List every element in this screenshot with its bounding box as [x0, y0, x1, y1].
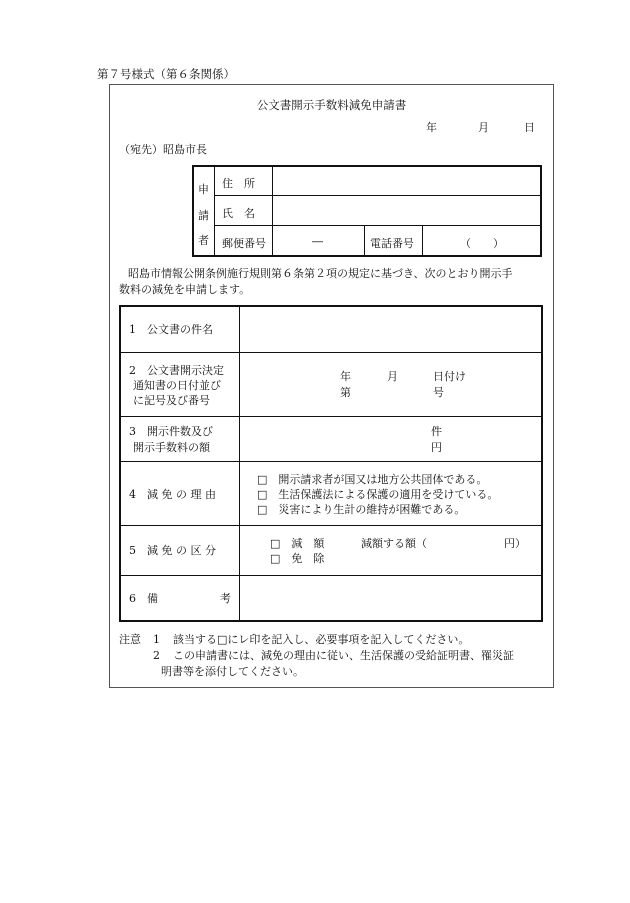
request-details-table [119, 305, 543, 622]
note-2-text-line-2: 明書等を添付してください。 [161, 665, 304, 678]
reason-option-disaster[interactable]: □ 災害により生計の維持が困難である。 [257, 503, 466, 516]
name-field[interactable] [274, 198, 540, 222]
form-title: 公文書開示手数料減免申請書 [256, 98, 407, 112]
phone-field[interactable]: （ ） [460, 237, 504, 250]
notice-date-label: 日付け [433, 370, 466, 383]
date-month: 月 [478, 121, 489, 134]
postal-code-field[interactable]: ― [312, 235, 323, 248]
row-notice-label-2: 通知書の日付並び [133, 379, 221, 392]
date-day: 日 [524, 121, 535, 134]
notice-number-prefix: 第 [340, 386, 351, 399]
row-count-fee-label-1: 3 開示件数及び [129, 425, 213, 438]
row-notice-label-1: 2 公文書開示決定 [129, 364, 224, 377]
postal-code-label: 郵便番号 [222, 237, 266, 250]
notice-month-label: 月 [387, 370, 398, 383]
row-count-fee-label-2: 開示手数料の額 [133, 441, 210, 454]
date-year: 年 [426, 121, 437, 134]
intro-line-2: 数料の減免を申請します。 [119, 283, 251, 296]
applicant-table [192, 165, 542, 257]
remarks-field[interactable] [242, 578, 538, 618]
notice-year-label: 年 [340, 370, 351, 383]
note-2-number: 2 [153, 649, 160, 662]
row-remarks-label-1: 6 備 [129, 592, 158, 605]
applicant-side-label-2: 請 [198, 209, 209, 222]
reduction-option[interactable]: □ 減 額 [270, 537, 325, 550]
row-remarks-label-2: 考 [220, 592, 231, 605]
row-notice-label-3: に記号及び番号 [133, 394, 210, 407]
name-label: 氏 名 [222, 207, 255, 220]
fee-unit: 円 [431, 441, 442, 454]
note-1-number: 1 [153, 633, 160, 646]
reduction-yen-label: 円） [504, 537, 526, 550]
reduction-amount-label: 減額する額（ [361, 537, 427, 550]
reason-option-welfare[interactable]: □ 生活保護法による保護の適用を受けている。 [257, 488, 499, 501]
exemption-option[interactable]: □ 免 除 [270, 552, 325, 565]
applicant-side-label-1: 申 [198, 183, 209, 196]
row-category-label: 5 減 免 の 区 分 [129, 544, 216, 557]
form-number-label: 第７号様式（第６条関係） [97, 67, 235, 81]
reason-option-government[interactable]: □ 開示請求者が国又は地方公共団体である。 [257, 473, 488, 486]
intro-line-1: 昭島市情報公開条例施行規則第６条第２項の規定に基づき、次のとおり開示手 [128, 267, 513, 280]
row-reason-label: 4 減 免 の 理 由 [129, 488, 216, 501]
note-1-text: 該当する□にレ印を記入し、必要事項を記入してください。 [173, 633, 470, 646]
document-name-field[interactable] [242, 309, 538, 350]
address-field[interactable] [274, 169, 540, 193]
phone-label: 電話番号 [370, 237, 414, 250]
notes-heading: 注意 [119, 633, 141, 646]
addressee: （宛先）昭島市長 [119, 143, 207, 156]
note-2-text-line-1: この申請書には、減免の理由に従い、生活保護の受給証明書、罹災証 [173, 649, 514, 662]
notice-number-suffix: 号 [433, 386, 444, 399]
address-label: 住 所 [222, 177, 255, 190]
count-unit: 件 [431, 425, 442, 438]
applicant-side-label-3: 者 [198, 234, 209, 247]
row-document-name-label: 1 公文書の件名 [129, 323, 213, 336]
